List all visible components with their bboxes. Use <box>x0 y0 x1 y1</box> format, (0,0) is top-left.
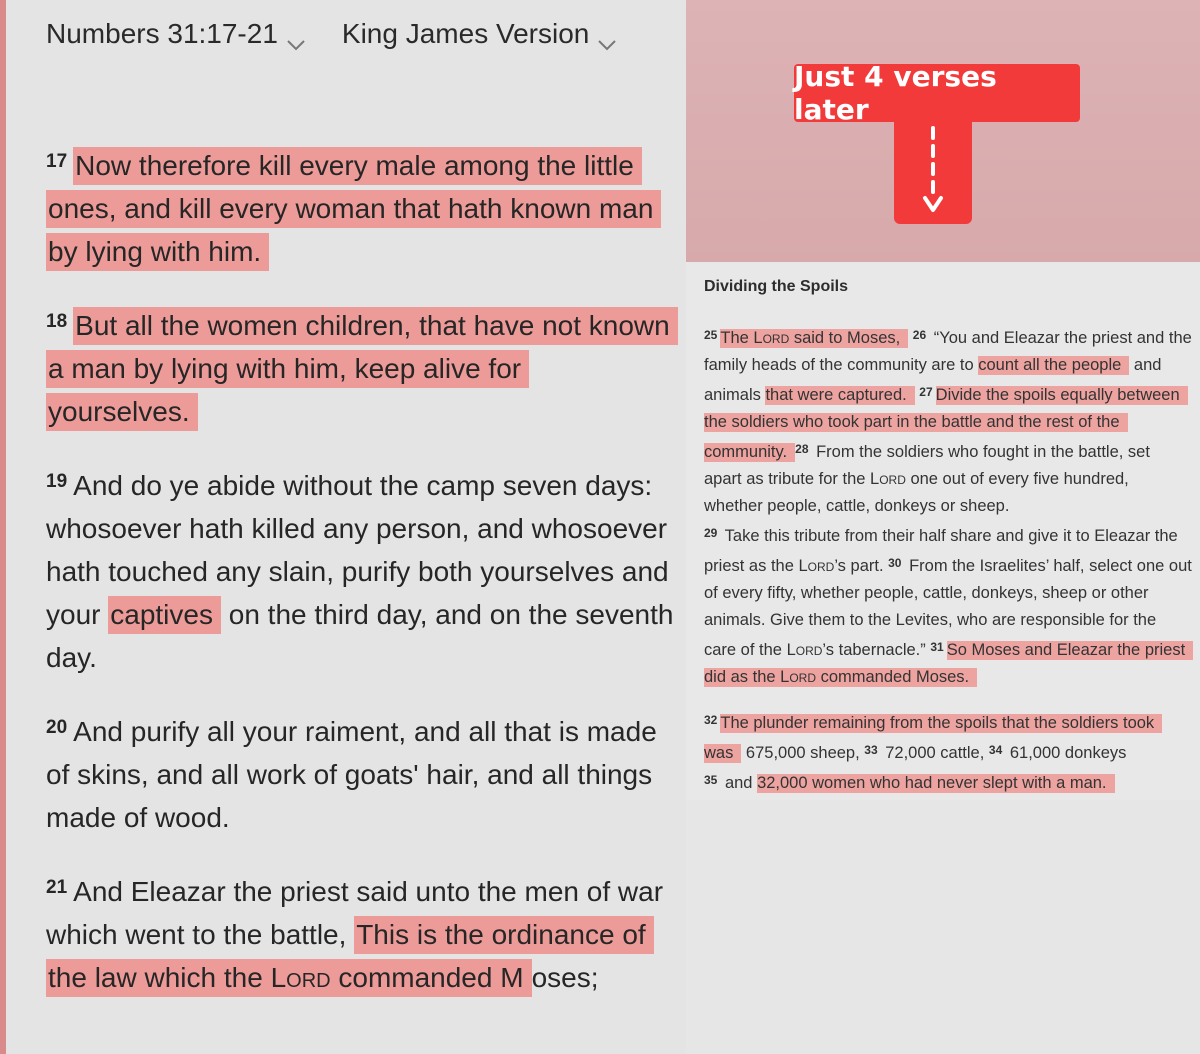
verse-text: And purify all your raiment, and all that is made of skins, and all work of goats' hair, and all things made of wood. <box>46 716 657 833</box>
verse-number: 26 <box>912 328 927 342</box>
verse-17 <box>46 140 676 273</box>
highlighted-text: captives <box>108 596 221 634</box>
highlighted-text: But all the women children, that have not known a man by lying with him, keep alive for yourselves. <box>46 307 678 431</box>
text: 61,000 donkeys <box>1005 744 1127 762</box>
text: 675,000 sheep, <box>741 744 860 762</box>
verse-21 <box>46 866 676 999</box>
verse-number: 34 <box>988 743 1003 757</box>
text: Take this tribute from their half share and give it to Eleazar the priest as the <box>704 527 1178 575</box>
verse-text: And Eleazar the priest said unto the men of war which went to the battle, <box>46 876 664 950</box>
passage-paragraph <box>704 322 1192 691</box>
text: ’s tabernacle.” <box>822 641 926 659</box>
lord-smallcaps: Lord <box>270 962 331 993</box>
verse-number: 21 <box>46 877 68 898</box>
verse-number: 27 <box>919 385 933 399</box>
verse-18 <box>46 300 676 433</box>
version-selector[interactable] <box>342 18 617 50</box>
down-arrow-icon <box>894 118 972 224</box>
highlighted-text-part: This is the ordinance of the law which the <box>48 919 646 993</box>
text: and animals <box>704 356 1162 404</box>
verse-text: And do ye abide without the camp seven days: whosoever hath killed any person, and whosoever hath touched any slain, purify both yourselves and your <box>46 470 669 630</box>
lord-smallcaps: Lord <box>780 668 816 686</box>
verse-number: 35 <box>704 773 718 787</box>
verse-text: oses; <box>531 962 599 993</box>
verse-number: 30 <box>888 556 902 570</box>
reference-selector[interactable] <box>46 18 306 50</box>
version-label: King James Version <box>341 18 590 49</box>
text: and <box>720 774 758 792</box>
highlighted-text: that were captured. <box>765 386 914 405</box>
verse-list <box>46 140 676 1026</box>
text: ’s part. <box>834 557 884 575</box>
text: From the Israelites’ half, select one out of every fifty, whether people, cattle, donkeys, sheep or other animals. Give them to the Levites, who are responsible for the care of the <box>704 557 1192 659</box>
text: commanded Moses. <box>815 668 970 686</box>
verse-number: 25 <box>704 328 718 342</box>
callout-label: Just 4 verses later <box>794 64 1080 122</box>
highlighted-text: The plunder remaining from the spoils that the soldiers took was <box>704 714 1162 763</box>
highlighted-text: 32,000 women who had never slept with a man. <box>757 774 1114 793</box>
passage-header <box>46 14 617 54</box>
lord-smallcaps: Lord <box>786 641 823 659</box>
text: 72,000 cattle, <box>880 744 985 762</box>
verse-text: on the third day, and on the seventh day. <box>46 599 674 673</box>
lord-smallcaps: Lord <box>870 470 906 488</box>
highlighted-text <box>720 329 908 348</box>
passage-text <box>704 322 1192 813</box>
text: So Moses and Eleazar the priest did as the <box>704 641 1186 686</box>
chevron-down-icon <box>286 27 306 41</box>
verse-number: 31 <box>930 640 944 654</box>
callout-area <box>686 0 1200 262</box>
verse-number: 19 <box>46 471 68 492</box>
reference-label: Numbers 31:17-21 <box>46 18 278 49</box>
verse-20 <box>46 706 676 839</box>
text: said to Moses, <box>789 329 901 347</box>
verse-number: 17 <box>46 151 68 172</box>
verse-number: 33 <box>864 743 878 757</box>
chevron-down-icon <box>597 27 617 41</box>
blank-area <box>686 800 1200 1054</box>
verse-number: 32 <box>704 713 718 727</box>
lord-smallcaps: Lord <box>798 557 835 575</box>
verse-number: 18 <box>46 311 68 332</box>
text: one out of every five hundred, whether people, cattle, donkeys or sheep. <box>704 470 1129 515</box>
highlighted-text: Divide the spoils equally between the soldiers who took part in the battle and the rest of the community. <box>704 386 1188 462</box>
highlighted-text-part: commanded M <box>330 962 524 993</box>
lord-smallcaps: Lord <box>753 329 790 347</box>
highlighted-text: count all the people <box>978 356 1129 375</box>
text: “You and Eleazar the priest and the family heads of the community are to <box>704 329 1192 374</box>
text: From the soldiers who fought in the battle, set apart as tribute for the <box>704 443 1150 488</box>
passage-paragraph <box>704 707 1192 797</box>
verse-number: 20 <box>46 717 68 738</box>
text: The <box>720 329 754 347</box>
verse-number: 29 <box>704 526 718 540</box>
verse-number: 28 <box>795 442 809 456</box>
verse-19 <box>46 460 676 679</box>
highlighted-text: Now therefore kill every male among the little ones, and kill every woman that hath known man by lying with him. <box>46 147 661 271</box>
section-heading: Dividing the Spoils <box>704 278 849 295</box>
niv-passage-panel <box>686 262 1200 800</box>
